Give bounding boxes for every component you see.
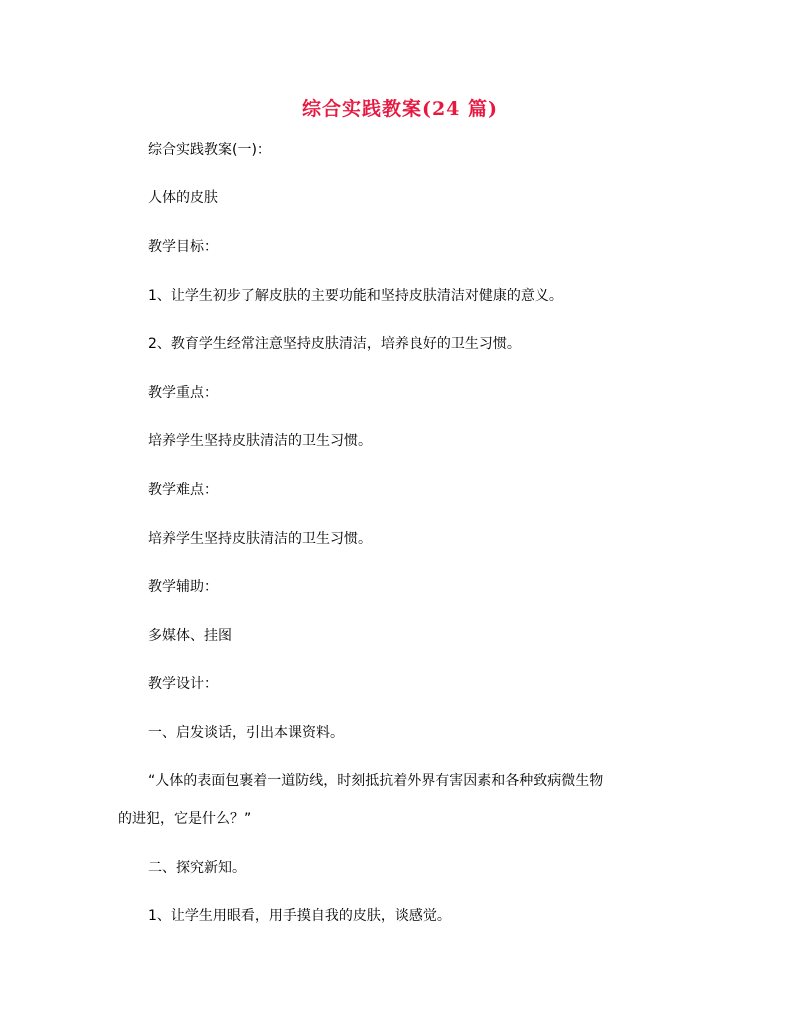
paragraph-difficulties-heading: 教学难点： xyxy=(148,482,218,498)
paragraph-teaching-goals-heading: 教学目标： xyxy=(148,239,218,255)
paragraph-aids-heading: 教学辅助： xyxy=(148,579,218,595)
paragraph-key-points: 培养学生坚持皮肤清洁的卫生习惯。 xyxy=(148,433,372,449)
paragraph-step-two-item-1: 1、让学生用眼看，用手摸自我的皮肤，谈感觉。 xyxy=(148,908,451,924)
paragraph-goal-2: 2、教育学生经常注意坚持皮肤清洁，培养良好的卫生习惯。 xyxy=(148,336,521,352)
paragraph-lesson-topic: 人体的皮肤 xyxy=(148,190,218,206)
paragraph-aids: 多媒体、挂图 xyxy=(148,628,232,644)
paragraph-quote-line-1: “人体的表面包裹着一道防线，时刻抵抗着外界有害因素和各种致病微生物 xyxy=(148,773,604,789)
paragraph-step-one: 一、启发谈话，引出本课资料。 xyxy=(148,725,344,741)
document-title: 综合实践教案(24 篇) xyxy=(301,98,499,120)
paragraph-difficulties: 培养学生坚持皮肤清洁的卫生习惯。 xyxy=(148,531,372,547)
paragraph-goal-1: 1、让学生初步了解皮肤的主要功能和坚持皮肤清洁对健康的意义。 xyxy=(148,288,563,304)
paragraph-design-heading: 教学设计： xyxy=(148,676,218,692)
paragraph-quote-line-2: 的进犯，它是什么？” xyxy=(118,811,252,827)
paragraph-step-two: 二、探究新知。 xyxy=(148,860,246,876)
paragraph-key-points-heading: 教学重点： xyxy=(148,385,218,401)
paragraph-heading-part-one: 综合实践教案(一)： xyxy=(148,142,271,158)
